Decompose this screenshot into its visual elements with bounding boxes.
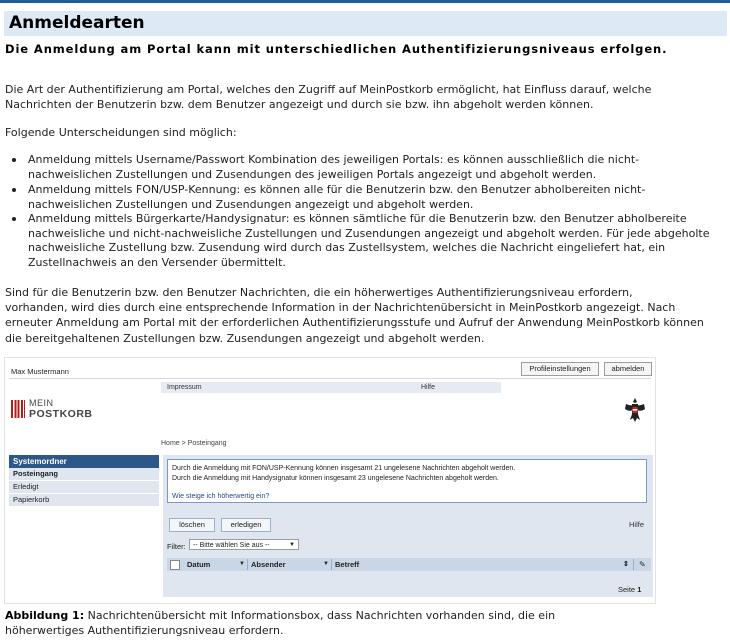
sidebar-item-erledigt[interactable]: Erledigt	[9, 481, 159, 494]
column-absender[interactable]: Absender	[251, 560, 286, 569]
header-divider	[9, 378, 651, 379]
filter-label: Filter:	[167, 542, 186, 551]
filter-select[interactable]	[189, 539, 299, 550]
chevron-down-icon: ▼	[289, 542, 295, 548]
column-separator	[331, 559, 332, 570]
info-line-fon: Durch die Anmeldung mit FON/USP-Kennung können insgesamt 21 ungelesene Nachrichten abgeholt werden.	[172, 465, 516, 472]
list-item-line: nachweislichen Zustellungen und Zusendungen des jeweiligen Portals angezeigt und abgeholt werden.	[28, 167, 597, 181]
sidebar-item-posteingang[interactable]: Posteingang	[9, 468, 159, 481]
profile-settings-button[interactable]: Profileinstellungen	[521, 362, 599, 376]
list-item	[28, 212, 728, 270]
caption-label: Abbildung 1:	[5, 609, 85, 622]
done-button[interactable]: erledigen	[221, 518, 271, 532]
logo-text-top: MEIN	[29, 398, 54, 408]
list-item	[28, 183, 728, 212]
list-item	[28, 153, 728, 182]
postkorb-screenshot	[4, 357, 656, 604]
list-item-line: Anmeldung mittels Username/Passwort Kombination des jeweiligen Portals: es können ausschließlich die nicht-	[28, 153, 640, 166]
message-table-header	[167, 558, 651, 571]
list-item-line: Anmeldung mittels FON/USP-Kennung: es können alle für die Benutzerin bzw. den Benutzer abholbereiten nicht-	[28, 183, 646, 196]
nav-impressum[interactable]: Impressum	[167, 384, 202, 391]
detail-line: erneuter Anmeldung am Portal mit der erforderlichen Authentifizierungsstufe und Aufruf der Anwendung MeinPostkorb können	[5, 316, 704, 330]
page-label: Seite	[618, 585, 636, 594]
list-item-line: nachweisliche und nicht-nachweisliche Zustellungen und Zusendungen angezeigt und abgeholt werden. Für jede abgeholte	[28, 226, 710, 240]
list-item-line: Anmeldung mittels Bürgerkarte/Handysignatur: es können sämtliche für die Benutzerin bzw. den Benutzer abholbereite	[28, 212, 687, 225]
top-nav	[161, 382, 501, 393]
sidebar-item-papierkorb[interactable]: Papierkorb	[9, 494, 159, 507]
detail-line: Sind für die Benutzerin bzw. den Benutzer Nachrichten, die ein höherwertiges Authentifizierungsniveau erfordern,	[5, 286, 633, 299]
sidebar-header: Systemordner	[9, 455, 159, 468]
page-title: Anmeldearten	[9, 13, 145, 33]
list-item-line: nachweisliche Zustellung bzw. Zusendung wird durch das Zustellsystem, welches die Nachricht eingeliefert hat, ein	[28, 241, 666, 254]
select-all-checkbox[interactable]	[170, 560, 180, 570]
attachment-icon: ✎	[639, 560, 646, 569]
pagination	[618, 585, 641, 594]
caption-line-2: höherwertiges Authentifizierungsniveau erfordern.	[5, 624, 284, 637]
info-line-handysignatur: Durch die Anmeldung mit Handysignatur können insgesamt 23 ungelesene Nachrichten abgeholt werden.	[172, 475, 499, 482]
sort-absender-icon[interactable]: ▼	[323, 561, 329, 567]
intro-line-2: Nachrichten der Benutzerin bzw. dem Benutzer angezeigt und durch sie bzw. ihn abgeholt werden können.	[5, 98, 594, 112]
top-accent-bar	[0, 0, 730, 3]
logo-text-bottom: POSTKORB	[29, 408, 93, 420]
options-intro: Folgende Unterscheidungen sind möglich:	[5, 126, 237, 139]
column-separator	[247, 559, 248, 570]
logo-stripes-icon	[11, 400, 25, 418]
nav-hilfe[interactable]: Hilfe	[421, 384, 436, 391]
list-item-line: Zustellnachweis an den Versender übermittelt.	[28, 255, 286, 269]
intro-line-1: Die Art der Authentifizierung am Portal, welches den Zugriff auf MeinPostkorb ermöglicht, hat Einfluss darauf, welche	[5, 83, 652, 96]
page-number[interactable]: 1	[637, 585, 642, 594]
help-link[interactable]: Hilfe	[629, 520, 645, 529]
delete-button[interactable]: löschen	[169, 518, 215, 532]
user-name: Max Mustermann	[11, 367, 69, 376]
column-datum[interactable]: Datum	[187, 560, 211, 569]
filter-select-value: -- Bitte wählen Sie aus --	[193, 542, 270, 549]
austrian-eagle-icon	[624, 396, 646, 426]
section-title-bar	[4, 11, 727, 36]
column-betreff[interactable]: Betreff	[335, 560, 360, 569]
caption-line-1: Nachrichtenübersicht mit Informationsbox, dass Nachrichten vorhanden sind, die ein	[87, 609, 556, 622]
inbox-panel	[163, 455, 653, 597]
lead-text: Die Anmeldung am Portal kann mit unterschiedlichen Authentifizierungsniveaus erfolgen.	[5, 42, 668, 56]
figure-caption	[5, 608, 725, 638]
higher-login-link[interactable]: Wie steige ich höherwertig ein?	[172, 493, 270, 500]
list-item-line: nachweislichen Zustellungen und Zusendungen angezeigt und abgeholt werden.	[28, 197, 474, 211]
breadcrumb: Home > Posteingang	[161, 440, 227, 447]
logout-button[interactable]: abmelden	[604, 362, 652, 376]
detail-line: die bereitgehaltenen Zustellungen bzw. Zusendungen angezeigt und abgeholt werden.	[5, 331, 485, 345]
sort-datum-icon[interactable]: ▼	[239, 561, 245, 567]
sidebar	[9, 455, 159, 507]
intro-paragraph	[5, 82, 727, 112]
detail-line: vorhanden, wird dies durch eine entsprechende Information in der Nachrichtenübersicht in MeinPostkorb angezeigt. Nach	[5, 301, 676, 315]
info-box	[167, 459, 647, 503]
detail-paragraph	[5, 285, 727, 346]
column-separator	[633, 559, 634, 570]
sort-betreff-icon[interactable]: ⇕	[623, 561, 629, 568]
